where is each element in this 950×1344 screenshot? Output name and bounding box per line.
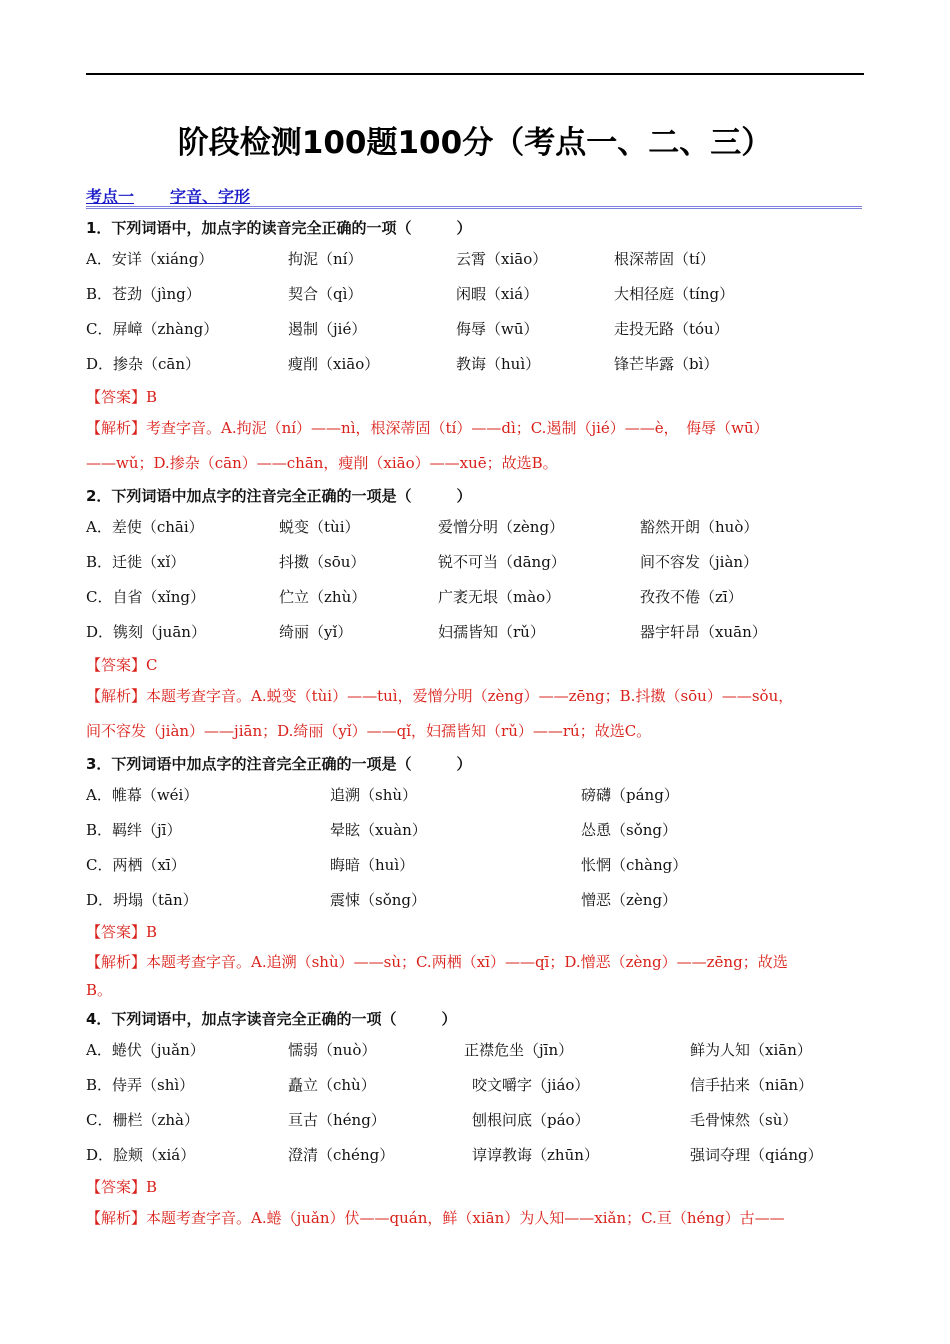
option-text: 磅礴（páng） — [581, 786, 679, 804]
option-text: 晦暗（huì） — [330, 856, 415, 874]
option-text: 谆谆教诲（zhūn） — [472, 1146, 599, 1164]
option-text: A．安详（xiáng） — [86, 250, 214, 268]
option-text: C．两栖（xī） — [86, 856, 186, 874]
option-text: 刨根问底（páo） — [472, 1111, 590, 1129]
option-text: 锋芒毕露（bì） — [614, 355, 719, 373]
option-text: C．自省（xǐng） — [86, 588, 205, 606]
option-text: 教诲（huì） — [456, 355, 541, 373]
option-text: 瘦削（xiāo） — [288, 355, 380, 373]
option-text: D．镌刻（juān） — [86, 623, 206, 641]
option-text: 大相径庭（tíng） — [614, 285, 735, 303]
option-text: 绮丽（yǐ） — [279, 623, 353, 641]
option-text: 鲜为人知（xiān） — [690, 1041, 812, 1059]
option-text: 憎恶（zèng） — [581, 891, 678, 909]
question-4-stem: 4．下列词语中，加点字读音完全正确的一项（ ） — [86, 1010, 457, 1028]
option-text: D．掺杂（cān） — [86, 355, 201, 373]
question-3-answer: 【答案】B — [86, 923, 158, 941]
option-text: 晕眩（xuàn） — [330, 821, 427, 839]
option-text: 云霄（xiāo） — [456, 250, 548, 268]
option-text: 蜕变（tùi） — [279, 518, 360, 536]
option-text: A．帷幕（wéi） — [86, 786, 199, 804]
option-text: 锐不可当（dāng） — [438, 553, 566, 571]
option-text: 侮辱（wū） — [456, 320, 539, 338]
option-text: 孜孜不倦（zī） — [640, 588, 743, 606]
option-text: 懦弱（nuò） — [288, 1041, 377, 1059]
option-text: 遏制（jié） — [288, 320, 367, 338]
option-text: 闲暇（xiá） — [456, 285, 539, 303]
option-text: B．羁绊（jī） — [86, 821, 182, 839]
option-text: 澄清（chéng） — [288, 1146, 395, 1164]
question-3-stem: 3．下列词语中加点字的注音完全正确的一项是（ ） — [86, 755, 472, 773]
question-2-stem: 2．下列词语中加点字的注音完全正确的一项是（ ） — [86, 487, 472, 505]
question-3-explanation-1: 【解析】本题考查字音。A.追溯（shù）——sù；C.两栖（xī）——qī；D.憎恶（zèng）——zēng；故选 — [86, 953, 788, 971]
option-text: 伫立（zhù） — [279, 588, 367, 606]
option-text: 豁然开朗（huò） — [640, 518, 759, 536]
option-text: A．蜷伏（juǎn） — [86, 1041, 205, 1059]
option-text: 矗立（chù） — [288, 1076, 376, 1094]
option-text: 契合（qì） — [288, 285, 363, 303]
top-rule — [86, 73, 864, 75]
option-text: B．苍劲（jìng） — [86, 285, 201, 303]
section-label: 考点一 — [86, 187, 135, 206]
option-text: C．栅栏（zhà） — [86, 1111, 199, 1129]
question-4-answer: 【答案】B — [86, 1178, 158, 1196]
option-text: 妇孺皆知（rǔ） — [438, 623, 545, 641]
question-2-explanation-2: 间不容发（jiàn）——jiān；D.绮丽（yǐ）——qǐ，妇孺皆知（rǔ）——rú；故选C。 — [86, 722, 652, 740]
option-text: B．迁徙（xǐ） — [86, 553, 186, 571]
question-2-explanation-1: 【解析】本题考查字音。A.蜕变（tùi）——tuì，爱憎分明（zèng）——zēng；B.抖擞（sōu）——sǒu， — [86, 687, 794, 705]
option-text: 毛骨悚然（sù） — [690, 1111, 798, 1129]
question-1-explanation-1: 【解析】考查字音。A.拘泥（ní）——nì，根深蒂固（tí）——dì；C.遏制（jié）——è， 侮辱（wū） — [86, 419, 769, 437]
question-1-explanation-2: ——wǔ；D.掺杂（cān）——chān，瘦削（xiāo）——xuē；故选B。 — [86, 454, 558, 472]
option-text: 震悚（sǒng） — [330, 891, 426, 909]
option-text: 信手拈来（niān） — [690, 1076, 814, 1094]
option-text: A．差使（chāi） — [86, 518, 204, 536]
option-text: C．屏嶂（zhàng） — [86, 320, 219, 338]
option-text: D．坍塌（tān） — [86, 891, 198, 909]
option-text: 器宇轩昂（xuān） — [640, 623, 767, 641]
option-text: 强词夺理（qiáng） — [690, 1146, 823, 1164]
option-text: 拘泥（ní） — [288, 250, 363, 268]
question-3-explanation-2: B。 — [86, 981, 113, 999]
option-text: 广袤无垠（mào） — [438, 588, 561, 606]
option-text: 追溯（shù） — [330, 786, 418, 804]
option-text: 抖擞（sōu） — [279, 553, 366, 571]
option-text: 怂恿（sǒng） — [581, 821, 677, 839]
section-name: 字音、字形 — [170, 187, 251, 206]
option-text: 咬文嚼字（jiáo） — [472, 1076, 590, 1094]
question-4-explanation-1: 【解析】本题考查字音。A.蜷（juǎn）伏——quán，鲜（xiān）为人知——xiǎn；C.亘（héng）古—— — [86, 1209, 785, 1227]
question-1-stem: 1．下列词语中，加点字的读音完全正确的一项（ ） — [86, 219, 472, 237]
question-1-answer: 【答案】B — [86, 388, 158, 406]
page-title: 阶段检测100题100分（考点一、二、三） — [177, 125, 773, 161]
option-text: B．侍弄（shì） — [86, 1076, 195, 1094]
option-text: 间不容发（jiàn） — [640, 553, 759, 571]
section-header — [86, 184, 862, 209]
option-text: 亘古（héng） — [288, 1111, 386, 1129]
option-text: 正襟危坐（jīn） — [464, 1041, 574, 1059]
option-text: 走投无路（tóu） — [614, 320, 729, 338]
question-2-answer: 【答案】C — [86, 656, 158, 674]
option-text: 根深蒂固（tí） — [614, 250, 715, 268]
option-text: 怅惘（chàng） — [581, 856, 688, 874]
option-text: 爱憎分明（zèng） — [438, 518, 565, 536]
option-text: D．脸颊（xiá） — [86, 1146, 196, 1164]
